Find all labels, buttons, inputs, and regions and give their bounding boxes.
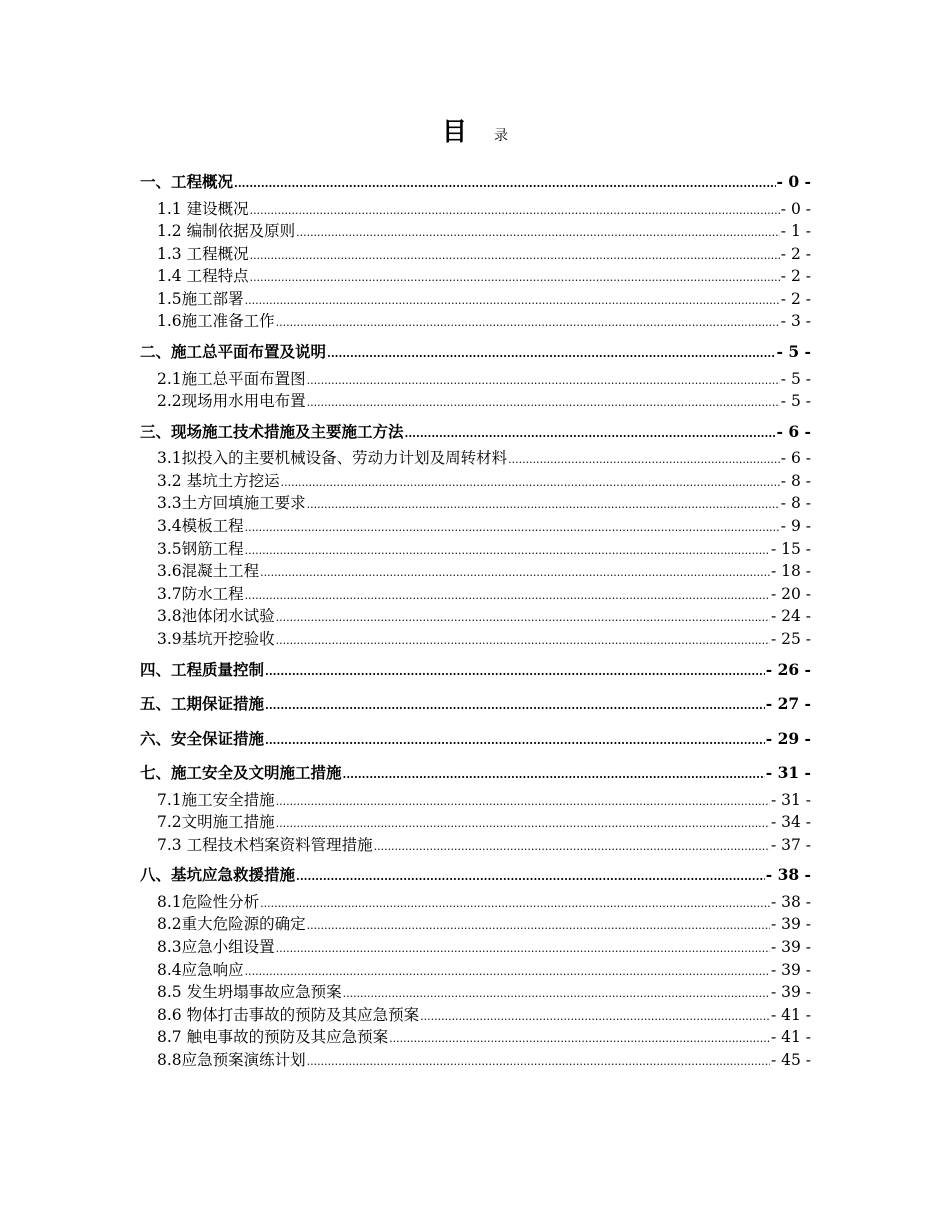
toc-dot-leader: [245, 585, 770, 606]
toc-section-entry[interactable]: [140, 336, 811, 368]
toc-subsection-entry[interactable]: [140, 981, 811, 1004]
toc-dot-leader: [296, 861, 765, 891]
toc-page-number: - 31 -: [770, 790, 811, 809]
toc-page-number: - 6 -: [780, 449, 811, 468]
toc-entry-label: 7.2文明施工措施: [157, 813, 275, 832]
toc-page-number: - 26 -: [765, 659, 811, 679]
toc-dot-leader: [265, 725, 765, 755]
toc-dot-leader: [250, 200, 780, 221]
toc-subsection-entry[interactable]: [140, 538, 811, 561]
toc-entry-label: 1.4 工程特点: [157, 267, 249, 286]
toc-subsection-entry[interactable]: [140, 198, 811, 221]
toc-entry-label: 8.8应急预案演练计划: [157, 1051, 306, 1070]
toc-page-number: - 8 -: [780, 471, 811, 490]
toc-page-number: - 38 -: [765, 865, 811, 885]
toc-page-number: - 39 -: [770, 960, 811, 979]
toc-entry-label: 1.2 编制依据及原则: [157, 222, 296, 241]
toc-subsection-entry[interactable]: [140, 447, 811, 470]
toc-dot-leader: [327, 338, 776, 368]
toc-subsection-entry[interactable]: [140, 243, 811, 266]
toc-subsection-entry[interactable]: [140, 220, 811, 243]
toc-page-number: - 5 -: [776, 342, 811, 362]
toc-dot-leader: [260, 893, 770, 914]
toc-dot-leader: [276, 312, 780, 333]
toc-subsection-entry[interactable]: [140, 628, 811, 651]
toc-entry-label: 7.3 工程技术档案资料管理措施: [157, 835, 373, 854]
toc-entry-label: 二、施工总平面布置及说明: [140, 342, 327, 362]
toc-page-number: - 27 -: [765, 694, 811, 714]
toc-entry-label: 1.1 建设概况: [157, 199, 249, 218]
toc-entry-label: 8.7 触电事故的预防及其应急预案: [157, 1028, 389, 1047]
toc-entry-label: 三、现场施工技术措施及主要施工方法: [140, 421, 404, 441]
toc-subsection-entry[interactable]: [140, 811, 811, 834]
toc-dot-leader: [245, 290, 780, 311]
toc-section-entry[interactable]: [140, 859, 811, 891]
toc-entry-label: 3.1拟投入的主要机械设备、劳动力计划及周转材料: [157, 449, 508, 468]
toc-page-number: - 39 -: [770, 915, 811, 934]
toc-dot-leader: [307, 494, 780, 515]
toc-dot-leader: [281, 472, 780, 493]
toc-subsection-entry[interactable]: [140, 1026, 811, 1049]
toc-entry-label: 七、施工安全及文明施工措施: [140, 763, 342, 783]
toc-page-number: - 15 -: [770, 539, 811, 558]
toc-entry-label: 1.5施工部署: [157, 289, 244, 308]
toc-page-number: - 38 -: [770, 892, 811, 911]
toc-dot-leader: [374, 836, 770, 857]
toc-entry-label: 8.4应急响应: [157, 960, 244, 979]
toc-section-entry[interactable]: [140, 166, 811, 198]
toc-entry-label: 8.2重大危险源的确定: [157, 915, 306, 934]
toc-entry-label: 3.8池体闭水试验: [157, 607, 275, 626]
toc-page-number: - 9 -: [780, 517, 811, 536]
toc-page-number: - 29 -: [765, 728, 811, 748]
toc-page-number: - 2 -: [780, 289, 811, 308]
toc-subsection-entry[interactable]: [140, 1004, 811, 1027]
toc-subsection-entry[interactable]: [140, 913, 811, 936]
toc-dot-leader: [508, 449, 780, 470]
toc-entry-label: 7.1施工安全措施: [157, 790, 275, 809]
toc-dot-leader: [307, 1051, 770, 1072]
toc-dot-leader: [260, 562, 770, 583]
toc-dot-leader: [296, 222, 780, 243]
toc-page-number: - 34 -: [770, 813, 811, 832]
toc-entry-label: 2.2现场用水用电布置: [157, 392, 306, 411]
toc-page-number: - 1 -: [780, 222, 811, 241]
toc-subsection-entry[interactable]: [140, 310, 811, 333]
toc-entry-label: 8.1危险性分析: [157, 892, 260, 911]
toc-dot-leader: [276, 791, 770, 812]
table-of-contents: [140, 166, 811, 1072]
toc-subsection-entry[interactable]: [140, 605, 811, 628]
toc-entry-label: 3.3土方回填施工要求: [157, 494, 306, 513]
toc-entry-label: 五、工期保证措施: [140, 694, 265, 714]
toc-dot-leader: [343, 759, 765, 789]
toc-page-number: - 0 -: [776, 172, 811, 191]
toc-entry-label: 六、安全保证措施: [140, 728, 265, 748]
toc-dot-leader: [245, 961, 770, 982]
toc-page-number: - 8 -: [780, 494, 811, 513]
toc-page-number: - 39 -: [770, 983, 811, 1002]
toc-subsection-entry[interactable]: [140, 959, 811, 982]
toc-dot-leader: [276, 813, 770, 834]
toc-title-char-2: 录: [494, 128, 509, 144]
toc-page-number: - 37 -: [770, 835, 811, 854]
toc-entry-label: 四、工程质量控制: [140, 659, 265, 679]
toc-dot-leader: [265, 690, 765, 720]
toc-subsection-entry[interactable]: [140, 470, 811, 493]
toc-subsection-entry[interactable]: [140, 515, 811, 538]
toc-entry-label: 3.9基坑开挖验收: [157, 630, 275, 648]
toc-subsection-entry[interactable]: [140, 288, 811, 311]
toc-entry-label: 一、工程概况: [140, 172, 234, 191]
toc-subsection-entry[interactable]: [140, 936, 811, 959]
toc-dot-leader: [307, 370, 780, 391]
toc-subsection-entry[interactable]: [140, 1049, 811, 1072]
toc-dot-leader: [250, 267, 780, 288]
toc-dot-leader: [276, 630, 770, 651]
toc-dot-leader: [389, 1028, 770, 1049]
toc-dot-leader: [250, 245, 780, 266]
toc-dot-leader: [276, 607, 770, 628]
toc-subsection-entry[interactable]: [140, 492, 811, 515]
toc-title-char-1: 目: [441, 117, 467, 146]
toc-subsection-entry[interactable]: [140, 834, 811, 857]
toc-page-number: - 31 -: [765, 763, 811, 783]
toc-entry-label: 8.5 发生坍塌事故应急预案: [157, 983, 342, 1002]
toc-page-number: - 25 -: [770, 630, 811, 648]
toc-entry-label: 3.4模板工程: [157, 517, 244, 536]
toc-entry-label: 3.5钢筋工程: [157, 539, 244, 558]
toc-page-number: - 24 -: [770, 607, 811, 626]
toc-page-number: - 20 -: [770, 584, 811, 603]
toc-section-entry[interactable]: [140, 688, 811, 720]
toc-entry-label: 8.3应急小组设置: [157, 938, 275, 957]
toc-page-number: - 18 -: [770, 562, 811, 581]
toc-title: [0, 112, 950, 148]
toc-entry-label: 8.6 物体打击事故的预防及其应急预案: [157, 1005, 420, 1024]
toc-subsection-entry[interactable]: [140, 789, 811, 812]
toc-dot-leader: [265, 656, 765, 686]
toc-page-number: - 2 -: [780, 267, 811, 286]
toc-section-entry[interactable]: [140, 723, 811, 755]
toc-dot-leader: [276, 938, 770, 959]
toc-entry-label: 3.7防水工程: [157, 584, 244, 603]
toc-dot-leader: [234, 168, 776, 198]
toc-dot-leader: [307, 392, 780, 413]
toc-subsection-entry[interactable]: [140, 390, 811, 413]
toc-subsection-entry[interactable]: [140, 368, 811, 391]
toc-page-number: - 0 -: [780, 199, 811, 218]
toc-page-number: - 3 -: [780, 312, 811, 331]
toc-dot-leader: [405, 418, 776, 448]
toc-entry-label: 八、基坑应急救援措施: [140, 865, 296, 885]
toc-page-number: - 2 -: [780, 244, 811, 263]
toc-dot-leader: [245, 540, 770, 561]
toc-page-number: - 5 -: [780, 369, 811, 388]
toc-dot-leader: [420, 1006, 770, 1027]
toc-page-number: - 45 -: [770, 1051, 811, 1070]
toc-page-number: - 5 -: [780, 392, 811, 411]
toc-dot-leader: [307, 915, 770, 936]
toc-entry-label: 2.1施工总平面布置图: [157, 369, 306, 388]
toc-entry-label: 1.6施工准备工作: [157, 312, 275, 331]
toc-page-number: - 39 -: [770, 938, 811, 957]
toc-entry-label: 3.6混凝土工程: [157, 562, 260, 581]
toc-section-entry[interactable]: [140, 654, 811, 686]
toc-section-entry[interactable]: [140, 757, 811, 789]
toc-page-number: - 41 -: [770, 1028, 811, 1047]
toc-dot-leader: [245, 517, 780, 538]
toc-subsection-entry[interactable]: [140, 583, 811, 606]
toc-subsection-entry[interactable]: [140, 560, 811, 583]
toc-subsection-entry[interactable]: [140, 891, 811, 914]
toc-dot-leader: [343, 983, 770, 1004]
toc-entry-label: 1.3 工程概况: [157, 244, 249, 263]
toc-entry-label: 3.2 基坑土方挖运: [157, 471, 280, 490]
toc-subsection-entry[interactable]: [140, 265, 811, 288]
toc-section-entry[interactable]: [140, 416, 811, 448]
toc-page-number: - 41 -: [770, 1005, 811, 1024]
toc-page-number: - 6 -: [776, 421, 811, 441]
